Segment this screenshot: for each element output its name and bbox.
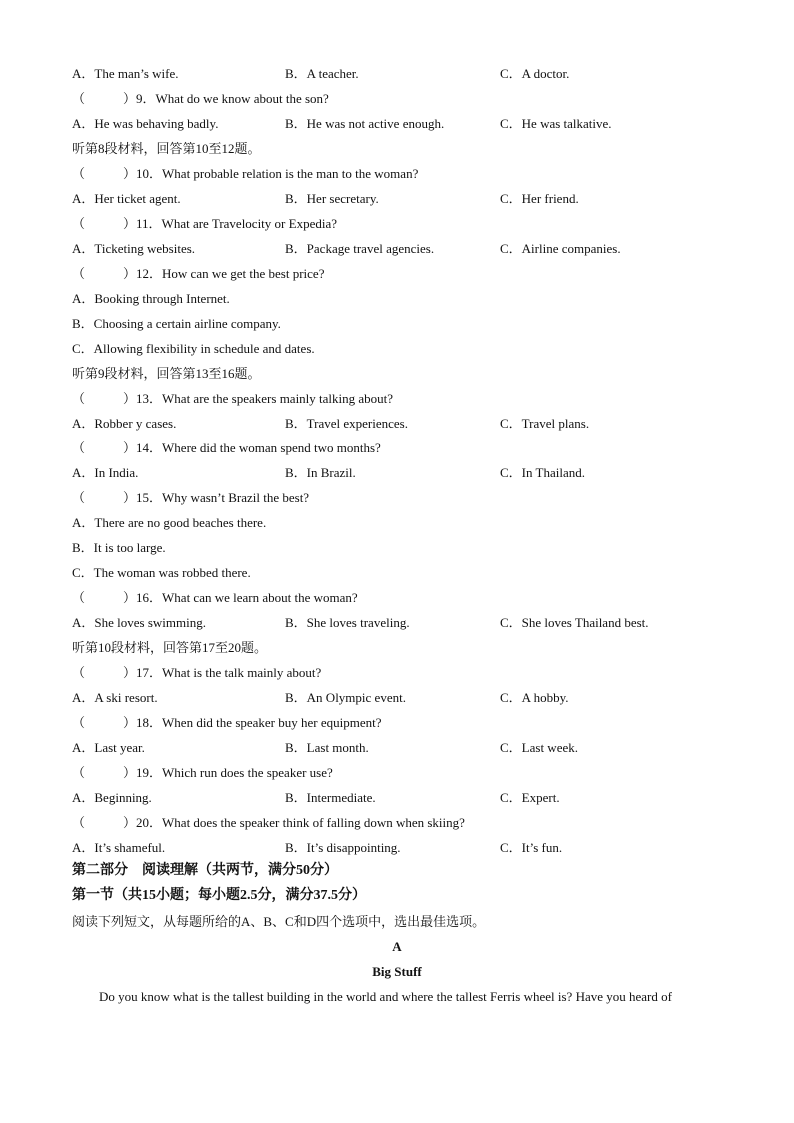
section-10-intro: 听第10段材料，回答第17至20题。 (72, 640, 268, 655)
q19-paren-close: ） (123, 765, 137, 780)
q12-option-b: B．Choosing a certain airline company. (72, 316, 281, 331)
q11-text: 11．What are Travelocity or Expedia? (136, 216, 337, 231)
q8-option-c: C．A doctor. (500, 66, 570, 81)
q19-option-a: A．Beginning. (72, 790, 152, 805)
q15-option-b: B．It is too large. (72, 540, 166, 555)
section-8-intro: 听第8段材料，回答第10至12题。 (72, 141, 261, 156)
q16-option-c: C．She loves Thailand best. (500, 615, 649, 630)
q10-option-a: A．Her ticket agent. (72, 191, 181, 206)
q10-paren-close: ） (123, 166, 137, 181)
q18-text: 18．When did the speaker buy her equipment? (136, 715, 382, 730)
q16-option-a: A．She loves swimming. (72, 615, 206, 630)
q20-option-c: C．It’s fun. (500, 840, 563, 855)
q9-text: 9．What do we know about the son? (136, 91, 329, 106)
passage-title: Big Stuff (372, 964, 422, 979)
question-20 (72, 815, 465, 831)
q14-option-a: A．In India. (72, 465, 139, 480)
q18-option-b: B．Last month. (285, 740, 369, 755)
question-17 (72, 665, 321, 681)
q15-paren-close: ） (123, 490, 137, 505)
q20-option-b: B．It’s disappointing. (285, 840, 401, 855)
q11-option-c: C．Airline companies. (500, 241, 621, 256)
q9-paren-close: ） (123, 91, 137, 106)
q17-paren-open: （ (72, 665, 86, 680)
question-13 (72, 391, 393, 407)
question-16 (72, 590, 358, 606)
q12-text: 12．How can we get the best price? (136, 266, 325, 281)
q9-option-b: B．He was not active enough. (285, 116, 445, 131)
q10-paren-open: （ (72, 166, 86, 181)
question-14 (72, 440, 381, 456)
q20-paren-open: （ (72, 815, 86, 830)
q18-option-a: A．Last year. (72, 740, 145, 755)
q14-paren-open: （ (72, 440, 86, 455)
q15-option-c: C．The woman was robbed there. (72, 565, 251, 580)
q15-text: 15．Why wasn’t Brazil the best? (136, 490, 310, 505)
q13-paren-open: （ (72, 391, 86, 406)
question-10 (72, 166, 418, 182)
q15-paren-open: （ (72, 490, 86, 505)
section-9-intro: 听第9段材料，回答第13至16题。 (72, 366, 261, 381)
question-18 (72, 715, 382, 731)
q14-text: 14．Where did the woman spend two months? (136, 440, 381, 455)
question-9 (72, 91, 329, 107)
q13-option-a: A．Robber y cases. (72, 416, 177, 431)
passage-first-line: Do you know what is the tallest building in the world and where the tallest Ferris wheel is? Have you heard of (99, 989, 672, 1004)
q16-paren-close: ） (123, 590, 137, 605)
q16-option-b: B．She loves traveling. (285, 615, 410, 630)
q17-option-b: B．An Olympic event. (285, 690, 406, 705)
q19-option-c: C．Expert. (500, 790, 560, 805)
q14-option-b: B．In Brazil. (285, 465, 356, 480)
q19-option-b: B．Intermediate. (285, 790, 376, 805)
q17-option-a: A．A ski resort. (72, 690, 158, 705)
q19-paren-open: （ (72, 765, 86, 780)
q11-paren-open: （ (72, 216, 86, 231)
q9-paren-open: （ (72, 91, 86, 106)
q17-paren-close: ） (123, 665, 137, 680)
q12-paren-open: （ (72, 266, 86, 281)
q13-option-b: B．Travel experiences. (285, 416, 408, 431)
q18-paren-close: ） (123, 715, 137, 730)
question-12 (72, 266, 324, 282)
q17-option-c: C．A hobby. (500, 690, 569, 705)
reading-instruction: 阅读下列短文，从每题所给的A、B、C和D四个选项中，选出最佳选项。 (72, 914, 486, 929)
q12-paren-close: ） (123, 266, 137, 281)
q11-paren-close: ） (123, 216, 137, 231)
question-11 (72, 216, 337, 232)
q11-option-b: B．Package travel agencies. (285, 241, 435, 256)
q20-paren-close: ） (123, 815, 137, 830)
q20-option-a: A．It’s shameful. (72, 840, 166, 855)
q12-option-c: C．Allowing flexibility in schedule and dates. (72, 341, 315, 356)
q13-paren-close: ） (123, 391, 137, 406)
q9-option-a: A．He was behaving badly. (72, 116, 219, 131)
q10-text: 10．What probable relation is the man to the woman? (136, 166, 419, 181)
section-1-heading: 第一节（共15小题；每小题2.5分，满分37.5分） (72, 888, 366, 903)
q18-option-c: C．Last week. (500, 740, 578, 755)
q19-text: 19．Which run does the speaker use? (136, 765, 333, 780)
question-19 (72, 765, 333, 781)
q15-option-a: A．There are no good beaches there. (72, 515, 267, 530)
q12-option-a: A．Booking through Internet. (72, 291, 230, 306)
question-15 (72, 490, 309, 506)
q17-text: 17．What is the talk mainly about? (136, 665, 322, 680)
q14-option-c: C．In Thailand. (500, 465, 585, 480)
q20-text: 20．What does the speaker think of falling down when skiing? (136, 815, 465, 830)
q16-paren-open: （ (72, 590, 86, 605)
q8-option-a: A．The man’s wife. (72, 66, 179, 81)
q13-text: 13．What are the speakers mainly talking about? (136, 391, 394, 406)
part-2-heading: 第二部分 阅读理解（共两节，满分50分） (72, 863, 338, 878)
q18-paren-open: （ (72, 715, 86, 730)
q8-option-b: B．A teacher. (285, 66, 359, 81)
q14-paren-close: ） (123, 440, 137, 455)
passage-letter: A (392, 939, 402, 954)
q13-option-c: C．Travel plans. (500, 416, 590, 431)
q16-text: 16．What can we learn about the woman? (136, 590, 358, 605)
q10-option-c: C．Her friend. (500, 191, 579, 206)
q9-option-c: C．He was talkative. (500, 116, 612, 131)
q10-option-b: B．Her secretary. (285, 191, 379, 206)
q11-option-a: A．Ticketing websites. (72, 241, 196, 256)
